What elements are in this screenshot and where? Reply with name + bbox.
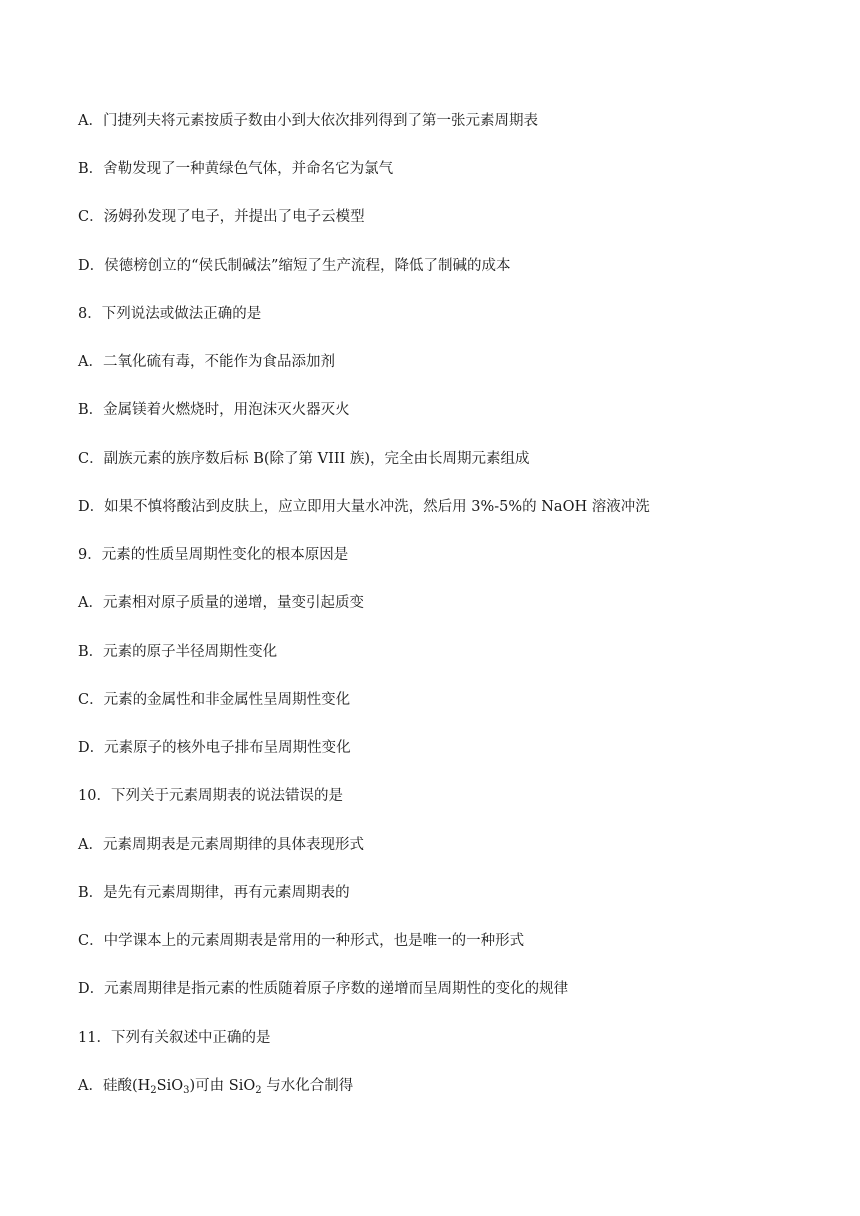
text-fragment: A．元素周期表是元素周期律的具体表现形式 — [78, 837, 364, 853]
q10-option-d — [78, 979, 568, 999]
q8-option-a — [78, 352, 335, 372]
q8-stem — [78, 304, 261, 324]
q7-option-a — [78, 111, 538, 131]
subscript: 2 — [255, 1085, 262, 1096]
text-fragment: 9．元素的性质呈周期性变化的根本原因是 — [78, 547, 349, 563]
q7-option-d — [78, 256, 510, 276]
q7-option-b — [78, 159, 393, 179]
q8-option-d — [78, 497, 650, 517]
text-fragment: D．元素周期律是指元素的性质随着原子序数的递增而呈周期性的变化的规律 — [78, 981, 569, 997]
q10-option-b — [78, 883, 350, 903]
text-fragment: 11．下列有关叙述中正确的是 — [78, 1030, 271, 1046]
text-fragment: 10．下列关于元素周期表的说法错误的是 — [78, 788, 343, 804]
q8-option-c — [78, 449, 530, 469]
subscript: 3 — [183, 1085, 190, 1096]
q9-option-c — [78, 690, 350, 710]
text-fragment: A．硅酸(H — [78, 1078, 151, 1094]
q7-option-c — [78, 207, 365, 227]
text-fragment: D．如果不慎将酸沾到皮肤上，应立即用大量水冲洗，然后用 3%-5%的 NaOH 溶液冲洗 — [78, 499, 650, 515]
q11-stem — [78, 1028, 270, 1048]
text-fragment: )可由 SiO — [189, 1078, 256, 1094]
text-fragment: D．侯德榜创立的“侯氏制碱法”缩短了生产流程，降低了制碱的成本 — [78, 258, 511, 274]
text-fragment: C．中学课本上的元素周期表是常用的一种形式，也是唯一的一种形式 — [78, 933, 525, 949]
q9-option-a — [78, 593, 364, 613]
text-fragment: C．汤姆孙发现了电子，并提出了电子云模型 — [78, 209, 365, 225]
q9-stem — [78, 545, 348, 565]
text-fragment: B．舍勒发现了一种黄绿色气体，并命名它为氯气 — [78, 161, 394, 177]
text-fragment: C．元素的金属性和非金属性呈周期性变化 — [78, 692, 351, 708]
text-fragment: SiO — [156, 1078, 184, 1094]
q10-option-a — [78, 835, 364, 855]
q10-stem — [78, 786, 343, 806]
text-fragment: 8．下列说法或做法正确的是 — [78, 306, 262, 322]
text-fragment: A．二氧化硫有毒，不能作为食品添加剂 — [78, 354, 335, 370]
text-fragment: A．门捷列夫将元素按质子数由小到大依次排列得到了第一张元素周期表 — [78, 113, 538, 129]
q8-option-b — [78, 400, 350, 420]
text-fragment: C．副族元素的族序数后标 B(除了第 VIII 族)，完全由长周期元素组成 — [78, 451, 530, 467]
q9-option-d — [78, 738, 351, 758]
text-fragment: D．元素原子的核外电子排布呈周期性变化 — [78, 740, 351, 756]
subscript: 2 — [150, 1085, 157, 1096]
text-fragment: B．金属镁着火燃烧时，用泡沫灭火器灭火 — [78, 402, 350, 418]
text-fragment: B．元素的原子半径周期性变化 — [78, 644, 278, 660]
q10-option-c — [78, 931, 524, 951]
text-fragment: A．元素相对原子质量的递增，量变引起质变 — [78, 595, 364, 611]
q11-option-a — [78, 1076, 353, 1096]
text-fragment: 与水化合制得 — [261, 1078, 354, 1094]
q9-option-b — [78, 642, 277, 662]
text-fragment: B．是先有元素周期律，再有元素周期表的 — [78, 885, 350, 901]
